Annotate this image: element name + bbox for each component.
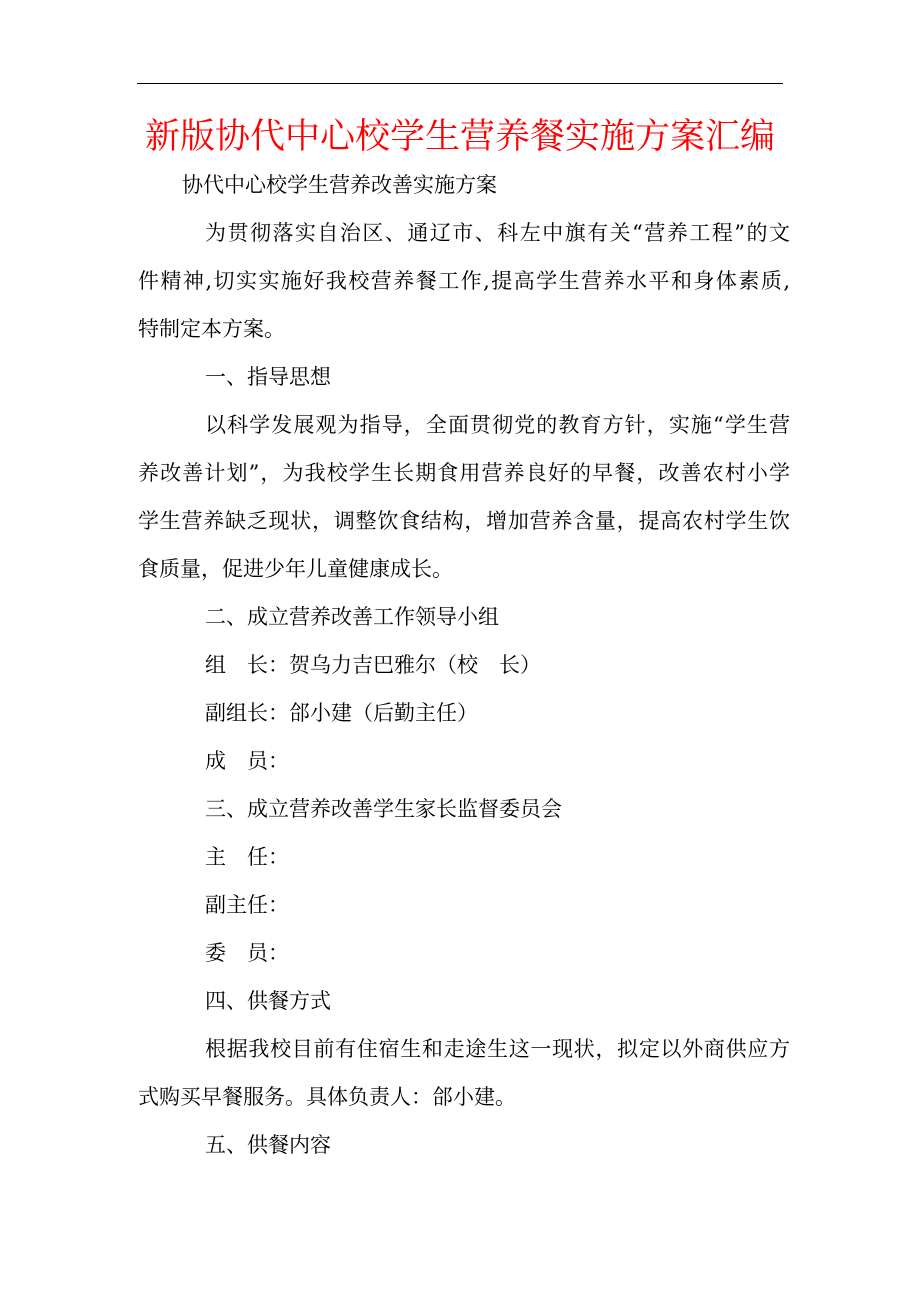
paragraph-line: 特制定本方案。: [138, 317, 285, 341]
leader-line: 组 长：贺乌力吉巴雅尔（校 长）: [205, 653, 541, 677]
paragraph-line: 件精神,切实实施好我校营养餐工作,提高学生营养水平和身体素质,: [138, 269, 790, 293]
header-rule: [137, 83, 783, 84]
section-heading: 二、成立营养改善工作领导小组: [205, 605, 499, 629]
section-heading: 一、指导思想: [205, 365, 331, 389]
paragraph-line: 根据我校目前有住宿生和走途生这一现状，拟定以外商供应方: [205, 1037, 790, 1061]
section-heading: 五、供餐内容: [205, 1133, 331, 1157]
paragraph-line: 为贯彻落实自治区、通辽市、科左中旗有关“营养工程”的文: [205, 221, 790, 245]
paragraph-line: 以科学发展观为指导，全面贯彻党的教育方针，实施“学生营: [205, 413, 790, 437]
paragraph-line: 食质量，促进少年儿童健康成长。: [138, 557, 453, 581]
paragraph-line: 学生营养缺乏现状，调整饮食结构，增加营养含量，提高农村学生饮: [138, 509, 790, 533]
director-line: 主 任：: [205, 845, 289, 869]
section-heading: 四、供餐方式: [205, 989, 331, 1013]
committee-members-line: 委 员：: [205, 941, 289, 965]
paragraph-line: 养改善计划”，为我校学生长期食用营养良好的早餐，改善农村小学: [138, 461, 790, 485]
document-subtitle: 协代中心校学生营养改善实施方案: [182, 173, 497, 197]
deputy-director-line: 副主任：: [205, 893, 289, 917]
members-line: 成 员：: [205, 749, 289, 773]
section-heading: 三、成立营养改善学生家长监督委员会: [205, 797, 562, 821]
deputy-leader-line: 副组长：郃小建（后勤主任）: [205, 701, 478, 725]
paragraph-line: 式购买早餐服务。具体负责人：郃小建。: [138, 1085, 516, 1109]
document-title: 新版协代中心校学生营养餐实施方案汇编: [144, 117, 775, 157]
